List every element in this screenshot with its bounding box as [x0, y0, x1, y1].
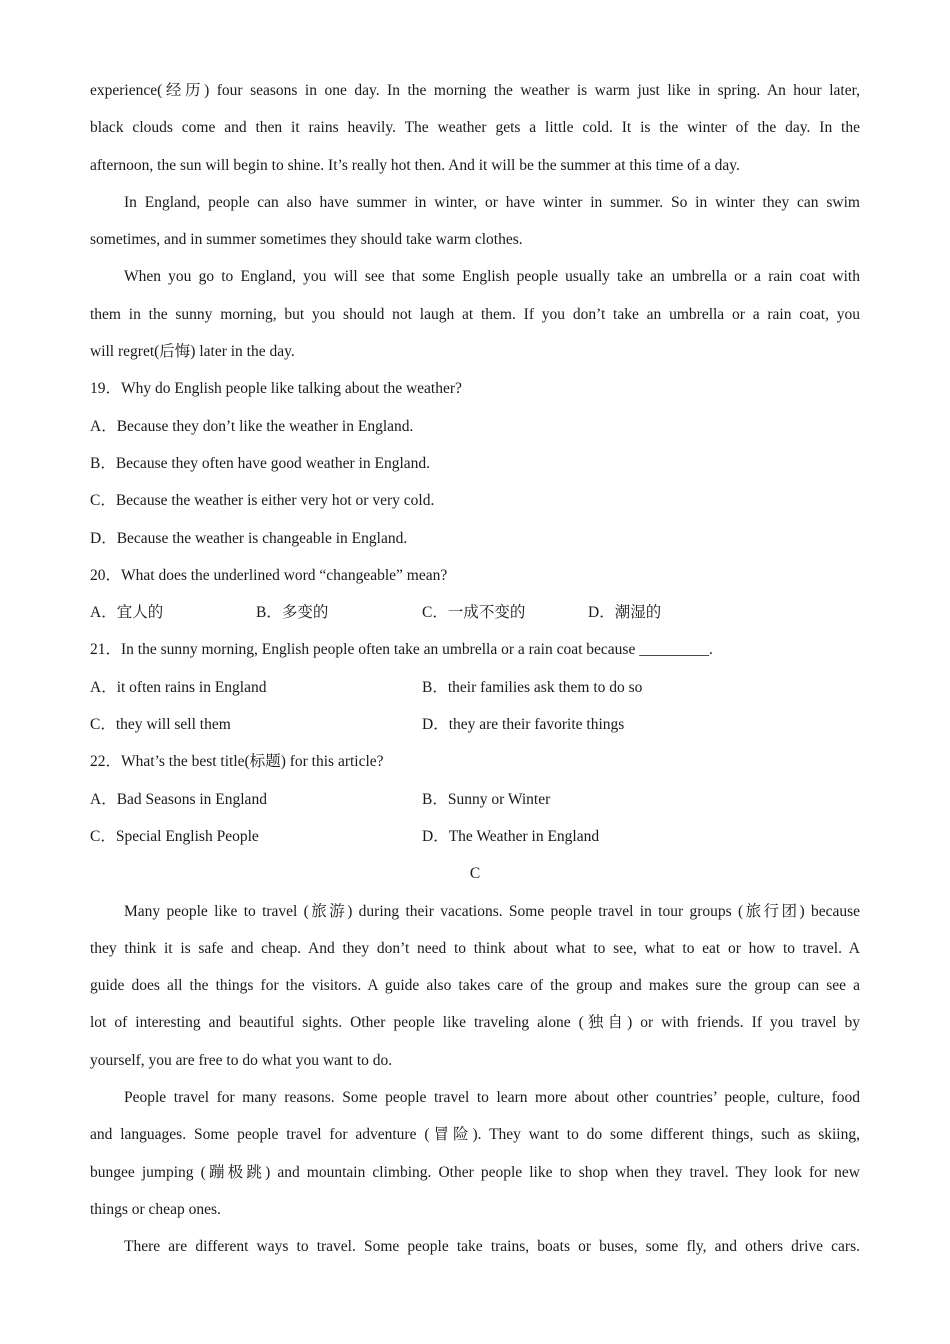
- text-line: yourself, you are free to do what you want to do.: [90, 1051, 393, 1069]
- options-row: [90, 669, 860, 706]
- option-b[interactable]: B．Sunny or Winter: [422, 790, 551, 808]
- passage-c-paragraph-1: [90, 893, 860, 1079]
- text-line: There are different ways to travel. Some people take trains, boats or buses, some fly, and others drive cars.: [124, 1238, 860, 1256]
- question-21: [90, 631, 860, 743]
- text-line: will regret(后悔) later in the day.: [90, 343, 295, 361]
- option-a[interactable]: A．it often rains in England: [90, 678, 267, 696]
- option-b[interactable]: B．their families ask them to do so: [422, 678, 643, 696]
- option-d[interactable]: D．The Weather in England: [422, 827, 600, 845]
- question-stem: 21．In the sunny morning, English people often take an umbrella or a rain coat because _________.: [90, 641, 713, 659]
- option-a[interactable]: A．宜人的: [90, 604, 164, 622]
- text-line: things or cheap ones.: [90, 1200, 221, 1218]
- question-stem: 20．What does the underlined word “changeable” mean?: [90, 566, 448, 584]
- text-line: they think it is safe and cheap. And they don’t need to think about what to see, what to eat or how to travel. A: [90, 939, 860, 957]
- option-c[interactable]: C．Because the weather is either very hot or very cold.: [90, 492, 435, 510]
- text-line: experience(经历) four seasons in one day. In the morning the weather is warm just like in spring. An hour later,: [90, 82, 860, 99]
- exam-page: [90, 72, 860, 1266]
- options-row: [90, 594, 860, 631]
- option-c[interactable]: C．they will sell them: [90, 716, 231, 734]
- text-line: sometimes, and in summer sometimes they should take warm clothes.: [90, 231, 523, 249]
- text-line: them in the sunny morning, but you should not laugh at them. If you don’t take an umbrella or a rain coat, you: [90, 305, 860, 323]
- option-a[interactable]: A．Bad Seasons in England: [90, 790, 267, 808]
- option-b[interactable]: B．多变的: [256, 604, 329, 622]
- passage-b-paragraph-3: [90, 258, 860, 370]
- options-row: [90, 818, 860, 855]
- option-b[interactable]: B．Because they often have good weather in England.: [90, 454, 431, 472]
- passage-b-paragraph-1: [90, 72, 860, 184]
- option-d[interactable]: D．Because the weather is changeable in England.: [90, 529, 408, 547]
- question-stem: 19．Why do English people like talking about the weather?: [90, 380, 462, 398]
- question-stem: 22．What’s the best title(标题) for this article?: [90, 753, 384, 771]
- text-line: bungee jumping (蹦极跳) and mountain climbing. Other people like to shop when they travel. They look for new: [90, 1163, 860, 1181]
- text-line: Many people like to travel (旅游) during their vacations. Some people travel in tour groups (旅行团) because: [124, 902, 860, 920]
- option-d[interactable]: D．they are their favorite things: [422, 716, 625, 734]
- question-20: [90, 557, 860, 632]
- option-c[interactable]: C．一成不变的: [422, 604, 526, 622]
- text-line: afternoon, the sun will begin to shine. It’s really hot then. And it will be the summer at this time of a day.: [90, 156, 740, 174]
- text-line: guide does all the things for the visitors. A guide also takes care of the group and makes sure the group can see a: [90, 977, 860, 995]
- text-line: and languages. Some people travel for adventure (冒险). They want to do some different things, such as skiing,: [90, 1126, 860, 1144]
- question-19: [90, 370, 860, 556]
- passage-c-paragraph-2: [90, 1079, 860, 1228]
- text-line: black clouds come and then it rains heavily. The weather gets a little cold. It is the winter of the day. In the: [90, 119, 860, 137]
- text-line: When you go to England, you will see that some English people usually take an umbrella or a rain coat with: [124, 268, 860, 286]
- text-line: In England, people can also have summer in winter, or have winter in summer. So in winter they can swim: [124, 193, 860, 211]
- passage-c-paragraph-3: [90, 1228, 860, 1265]
- passage-b-paragraph-2: [90, 184, 860, 259]
- option-d[interactable]: D．潮湿的: [588, 604, 662, 622]
- section-heading: C: [469, 865, 481, 883]
- question-22: [90, 743, 860, 855]
- option-a[interactable]: A．Because they don’t like the weather in England.: [90, 417, 414, 435]
- text-line: People travel for many reasons. Some people travel to learn more about other countries’ people, culture, food: [124, 1089, 860, 1107]
- option-c[interactable]: C．Special English People: [90, 827, 259, 845]
- text-line: lot of interesting and beautiful sights. Other people like traveling alone (独自) or with friends. If you travel by: [90, 1014, 860, 1032]
- options-row: [90, 781, 860, 818]
- options-row: [90, 706, 860, 743]
